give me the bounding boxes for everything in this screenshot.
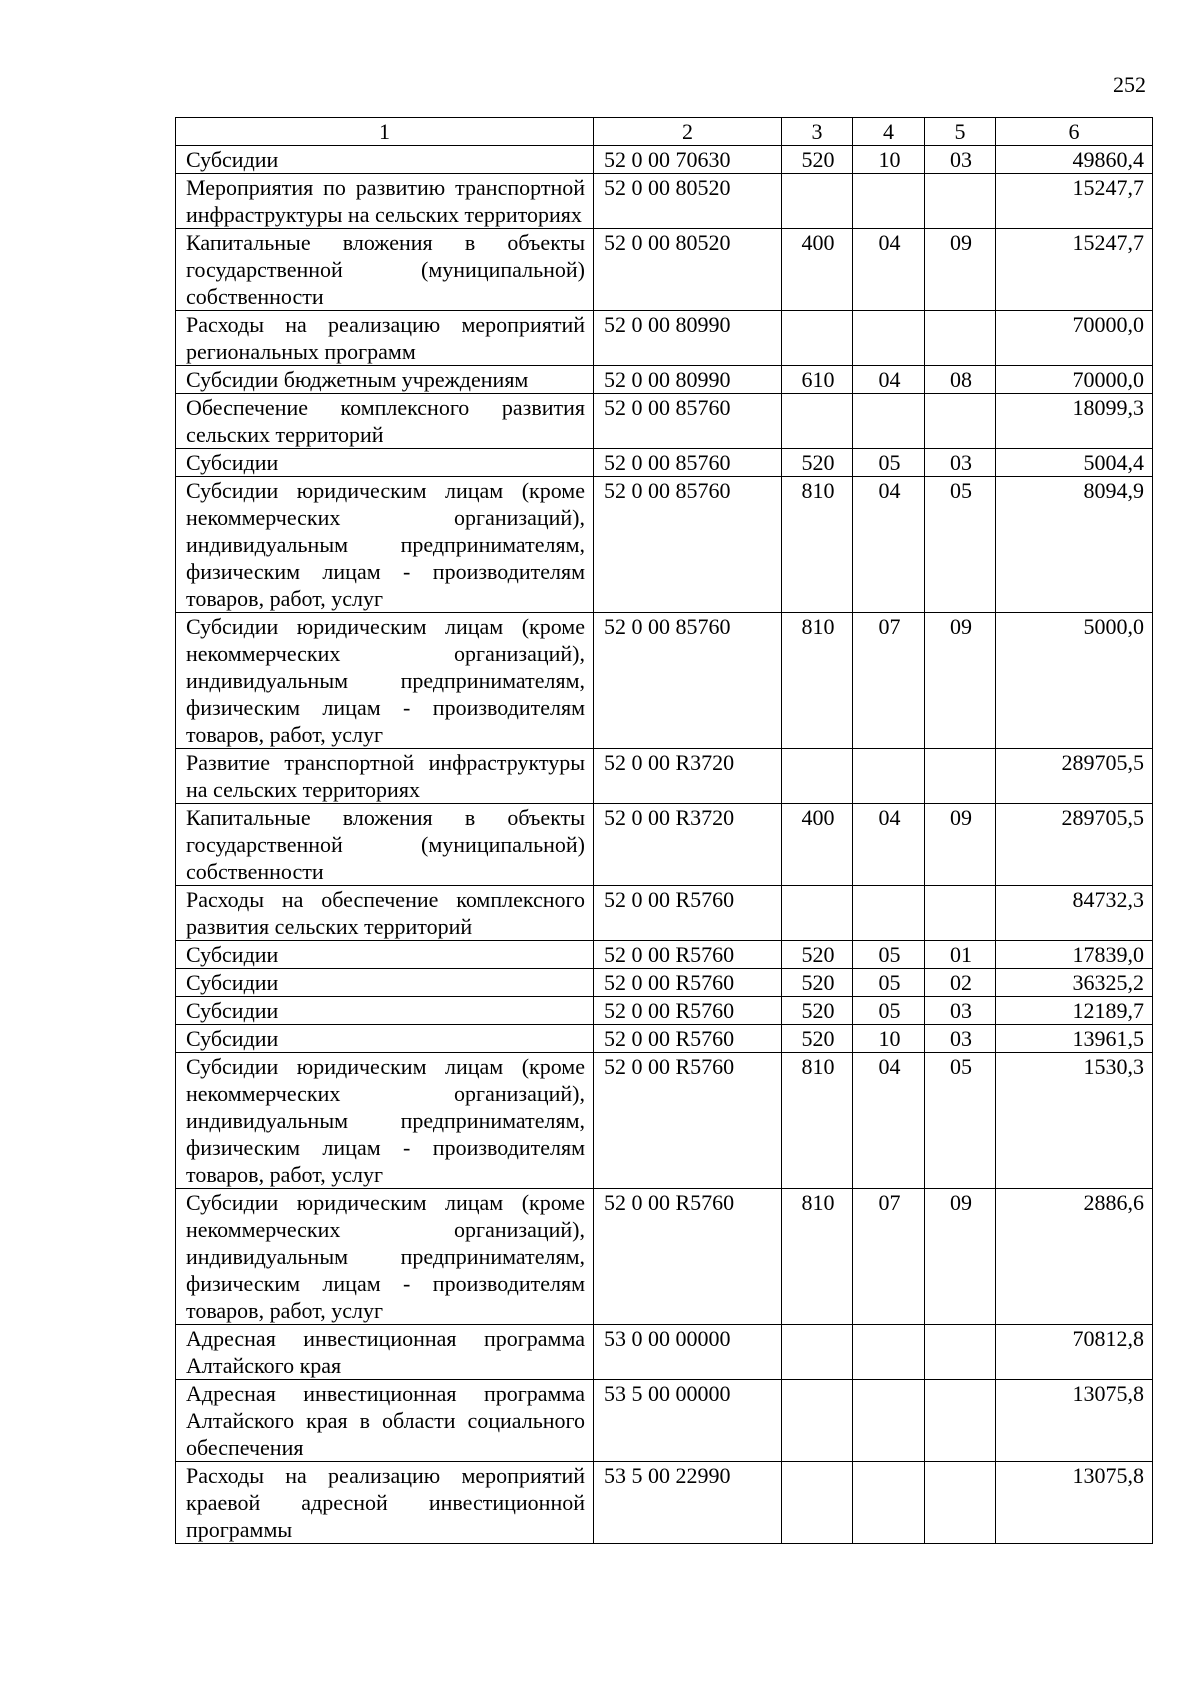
row-expense-type-cell: 610 — [782, 366, 853, 394]
row-section-cell: 04 — [853, 229, 925, 311]
row-name-cell: Субсидии юридическим лицам (кроме некоммерческих организаций), индивидуальным предпринимателям, физическим лицам - производителям товаров, работ, услуг — [176, 477, 594, 613]
row-section-cell — [853, 886, 925, 941]
row-expense-type-cell — [782, 1462, 853, 1544]
row-code-cell: 52 0 00 80520 — [594, 174, 782, 229]
row-amount-cell: 17839,0 — [996, 941, 1153, 969]
row-code-cell: 53 5 00 00000 — [594, 1380, 782, 1462]
row-subsection-cell: 09 — [925, 229, 996, 311]
row-subsection-cell: 03 — [925, 1025, 996, 1053]
row-name-cell: Субсидии юридическим лицам (кроме некоммерческих организаций), индивидуальным предпринимателям, физическим лицам - производителям товаров, работ, услуг — [176, 1189, 594, 1325]
row-name-cell: Субсидии юридическим лицам (кроме некоммерческих организаций), индивидуальным предпринимателям, физическим лицам - производителям товаров, работ, услуг — [176, 1053, 594, 1189]
row-name-cell: Субсидии — [176, 941, 594, 969]
row-subsection-cell — [925, 311, 996, 366]
row-code-cell: 52 0 00 R3720 — [594, 749, 782, 804]
row-name-cell: Расходы на реализацию мероприятий краевой адресной инвестиционной программы — [176, 1462, 594, 1544]
table-header-row — [176, 118, 1153, 146]
column-header-4: 4 — [853, 118, 925, 146]
row-code-cell: 52 0 00 70630 — [594, 146, 782, 174]
row-expense-type-cell: 520 — [782, 997, 853, 1025]
row-code-cell: 52 0 00 80990 — [594, 311, 782, 366]
row-expense-type-cell — [782, 1325, 853, 1380]
row-amount-cell: 1530,3 — [996, 1053, 1153, 1189]
row-expense-type-cell — [782, 749, 853, 804]
row-name-cell: Субсидии — [176, 997, 594, 1025]
row-code-cell: 52 0 00 R5760 — [594, 1053, 782, 1189]
row-subsection-cell — [925, 1462, 996, 1544]
row-subsection-cell: 03 — [925, 449, 996, 477]
row-amount-cell: 5000,0 — [996, 613, 1153, 749]
row-expense-type-cell: 810 — [782, 1053, 853, 1189]
row-section-cell: 05 — [853, 449, 925, 477]
row-section-cell: 10 — [853, 146, 925, 174]
row-amount-cell: 13075,8 — [996, 1380, 1153, 1462]
row-subsection-cell — [925, 886, 996, 941]
table-row — [176, 174, 1153, 229]
table-row — [176, 366, 1153, 394]
row-subsection-cell — [925, 1380, 996, 1462]
row-section-cell — [853, 1325, 925, 1380]
row-section-cell: 04 — [853, 804, 925, 886]
row-name-cell: Обеспечение комплексного развития сельских территорий — [176, 394, 594, 449]
row-expense-type-cell: 810 — [782, 613, 853, 749]
row-name-cell: Мероприятия по развитию транспортной инфраструктуры на сельских территориях — [176, 174, 594, 229]
row-subsection-cell: 05 — [925, 477, 996, 613]
row-subsection-cell — [925, 394, 996, 449]
row-subsection-cell: 09 — [925, 1189, 996, 1325]
table-row — [176, 1025, 1153, 1053]
row-section-cell — [853, 394, 925, 449]
table-row — [176, 997, 1153, 1025]
row-name-cell: Субсидии — [176, 146, 594, 174]
column-header-2: 2 — [594, 118, 782, 146]
row-amount-cell: 15247,7 — [996, 229, 1153, 311]
row-code-cell: 52 0 00 R5760 — [594, 1189, 782, 1325]
table-row — [176, 1325, 1153, 1380]
row-expense-type-cell — [782, 174, 853, 229]
row-name-cell: Адресная инвестиционная программа Алтайского края в области социального обеспечения — [176, 1380, 594, 1462]
row-amount-cell: 70000,0 — [996, 366, 1153, 394]
table-row — [176, 311, 1153, 366]
table-row — [176, 449, 1153, 477]
table-row — [176, 229, 1153, 311]
row-expense-type-cell: 810 — [782, 477, 853, 613]
table-row — [176, 886, 1153, 941]
table-row — [176, 477, 1153, 613]
row-subsection-cell: 01 — [925, 941, 996, 969]
row-code-cell: 53 0 00 00000 — [594, 1325, 782, 1380]
row-amount-cell: 8094,9 — [996, 477, 1153, 613]
row-subsection-cell: 08 — [925, 366, 996, 394]
row-section-cell: 05 — [853, 969, 925, 997]
row-expense-type-cell: 520 — [782, 449, 853, 477]
row-expense-type-cell: 400 — [782, 229, 853, 311]
table-body — [176, 146, 1153, 1544]
row-name-cell: Расходы на реализацию мероприятий региональных программ — [176, 311, 594, 366]
row-expense-type-cell: 520 — [782, 1025, 853, 1053]
table-row — [176, 804, 1153, 886]
row-name-cell: Субсидии — [176, 969, 594, 997]
row-section-cell — [853, 311, 925, 366]
row-subsection-cell: 05 — [925, 1053, 996, 1189]
table-row — [176, 1462, 1153, 1544]
row-section-cell: 07 — [853, 613, 925, 749]
row-section-cell — [853, 749, 925, 804]
row-expense-type-cell — [782, 394, 853, 449]
row-amount-cell: 18099,3 — [996, 394, 1153, 449]
row-amount-cell: 70812,8 — [996, 1325, 1153, 1380]
row-section-cell: 04 — [853, 1053, 925, 1189]
row-section-cell: 05 — [853, 997, 925, 1025]
row-name-cell: Субсидии юридическим лицам (кроме некоммерческих организаций), индивидуальным предпринимателям, физическим лицам - производителям товаров, работ, услуг — [176, 613, 594, 749]
row-amount-cell: 289705,5 — [996, 749, 1153, 804]
row-subsection-cell: 09 — [925, 804, 996, 886]
row-section-cell — [853, 174, 925, 229]
row-code-cell: 52 0 00 R3720 — [594, 804, 782, 886]
row-code-cell: 52 0 00 85760 — [594, 449, 782, 477]
row-code-cell: 52 0 00 R5760 — [594, 969, 782, 997]
row-expense-type-cell: 810 — [782, 1189, 853, 1325]
table-row — [176, 1380, 1153, 1462]
table-row — [176, 613, 1153, 749]
row-amount-cell: 13961,5 — [996, 1025, 1153, 1053]
row-code-cell: 52 0 00 R5760 — [594, 1025, 782, 1053]
row-code-cell: 52 0 00 85760 — [594, 477, 782, 613]
column-header-6: 6 — [996, 118, 1153, 146]
row-name-cell: Субсидии — [176, 449, 594, 477]
row-code-cell: 52 0 00 R5760 — [594, 886, 782, 941]
row-amount-cell: 12189,7 — [996, 997, 1153, 1025]
row-code-cell: 53 5 00 22990 — [594, 1462, 782, 1544]
row-name-cell: Субсидии — [176, 1025, 594, 1053]
column-header-1: 1 — [176, 118, 594, 146]
row-expense-type-cell — [782, 311, 853, 366]
row-subsection-cell: 03 — [925, 146, 996, 174]
row-expense-type-cell — [782, 1380, 853, 1462]
row-section-cell: 10 — [853, 1025, 925, 1053]
row-section-cell — [853, 1462, 925, 1544]
table-row — [176, 394, 1153, 449]
row-subsection-cell: 09 — [925, 613, 996, 749]
table-row — [176, 969, 1153, 997]
row-amount-cell: 49860,4 — [996, 146, 1153, 174]
row-expense-type-cell — [782, 886, 853, 941]
row-name-cell: Капитальные вложения в объекты государственной (муниципальной) собственности — [176, 229, 594, 311]
column-header-3: 3 — [782, 118, 853, 146]
row-expense-type-cell: 520 — [782, 146, 853, 174]
row-amount-cell: 289705,5 — [996, 804, 1153, 886]
row-subsection-cell: 03 — [925, 997, 996, 1025]
row-section-cell: 05 — [853, 941, 925, 969]
row-name-cell: Субсидии бюджетным учреждениям — [176, 366, 594, 394]
row-section-cell: 04 — [853, 477, 925, 613]
row-expense-type-cell: 520 — [782, 941, 853, 969]
row-amount-cell: 15247,7 — [996, 174, 1153, 229]
row-section-cell — [853, 1380, 925, 1462]
row-section-cell: 04 — [853, 366, 925, 394]
row-code-cell: 52 0 00 85760 — [594, 613, 782, 749]
row-code-cell: 52 0 00 85760 — [594, 394, 782, 449]
row-subsection-cell: 02 — [925, 969, 996, 997]
row-code-cell: 52 0 00 80520 — [594, 229, 782, 311]
row-subsection-cell — [925, 174, 996, 229]
row-code-cell: 52 0 00 80990 — [594, 366, 782, 394]
row-subsection-cell — [925, 749, 996, 804]
row-amount-cell: 13075,8 — [996, 1462, 1153, 1544]
row-code-cell: 52 0 00 R5760 — [594, 941, 782, 969]
row-amount-cell: 5004,4 — [996, 449, 1153, 477]
row-expense-type-cell: 400 — [782, 804, 853, 886]
row-subsection-cell — [925, 1325, 996, 1380]
row-code-cell: 52 0 00 R5760 — [594, 997, 782, 1025]
row-name-cell: Капитальные вложения в объекты государственной (муниципальной) собственности — [176, 804, 594, 886]
table-row — [176, 146, 1153, 174]
row-amount-cell: 36325,2 — [996, 969, 1153, 997]
table-row — [176, 1053, 1153, 1189]
column-header-5: 5 — [925, 118, 996, 146]
row-amount-cell: 2886,6 — [996, 1189, 1153, 1325]
budget-table — [175, 117, 1153, 1544]
table-row — [176, 1189, 1153, 1325]
row-name-cell: Расходы на обеспечение комплексного развития сельских территорий — [176, 886, 594, 941]
row-name-cell: Развитие транспортной инфраструктуры на сельских территориях — [176, 749, 594, 804]
table-row — [176, 749, 1153, 804]
row-amount-cell: 84732,3 — [996, 886, 1153, 941]
row-amount-cell: 70000,0 — [996, 311, 1153, 366]
page-number: 252 — [1113, 72, 1146, 97]
row-section-cell: 07 — [853, 1189, 925, 1325]
table-row — [176, 941, 1153, 969]
row-name-cell: Адресная инвестиционная программа Алтайского края — [176, 1325, 594, 1380]
row-expense-type-cell: 520 — [782, 969, 853, 997]
